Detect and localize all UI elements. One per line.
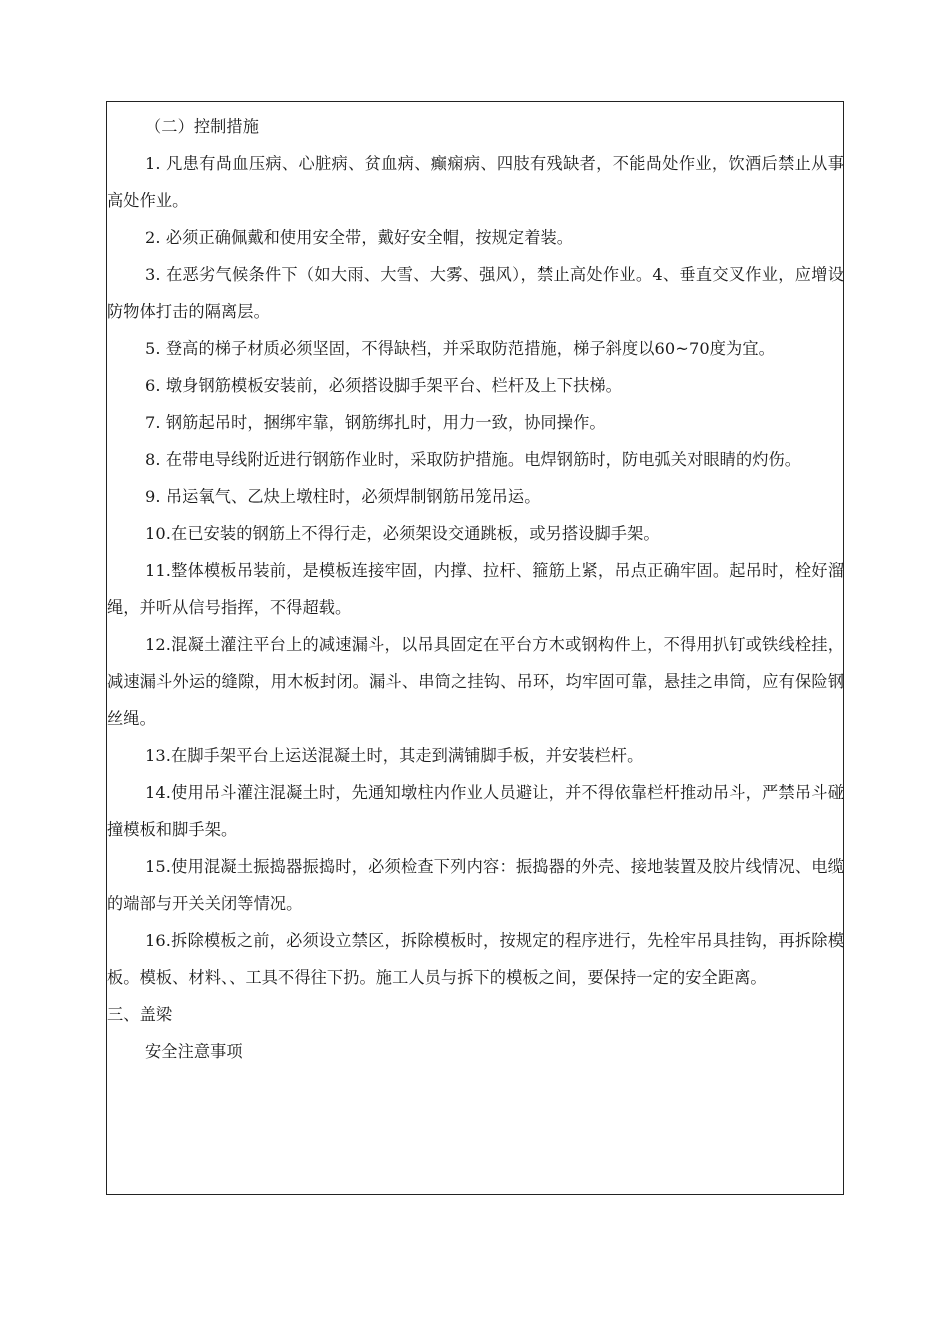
list-item: 13.在脚手架平台上运送混凝土时，其走到满铺脚手板，并安装栏杆。 (145, 746, 644, 765)
subheading: （二）控制措施 (145, 117, 260, 136)
list-item: 10.在已安装的钢筋上不得行走，必须架设交通跳板，或另搭设脚手架。 (145, 524, 660, 543)
list-item: 11.整体模板吊装前，是模板连接牢固，内撑、拉杆、箍筋上紧，吊点正确牢固。起吊时，栓好溜绳，并听从信号指挥，不得超载。 (107, 561, 844, 617)
list-item: 8. 在带电导线附近进行钢筋作业时，采取防护措施。电焊钢筋时，防电弧关对眼睛的灼伤。 (145, 450, 802, 469)
list-item: 15.使用混凝土振捣器振捣时，必须检查下列内容：振捣器的外壳、接地装置及胶片线情况、电缆的端部与开关关闭等情况。 (107, 857, 844, 913)
list-item: 5. 登高的梯子材质必须坚固，不得缺档，并采取防范措施，梯子斜度以60~70度为宜。 (145, 339, 775, 358)
list-item: 3. 在恶劣气候条件下（如大雨、大雪、大雾、强风），禁止高处作业。4、垂直交叉作业，应增设防物体打击的隔离层。 (107, 265, 844, 321)
list-item: 14.使用吊斗灌注混凝土时，先通知墩柱内作业人员避让，并不得依靠栏杆推动吊斗，严禁吊斗碰撞模板和脚手架。 (107, 783, 844, 839)
section-heading: 三、盖梁 (107, 1005, 173, 1024)
list-item: 1. 凡患有咼血压病、心脏病、贫血病、癫痫病、四肢有残缺者，不能咼处作业，饮酒后禁止从事高处作业。 (107, 154, 844, 210)
section-note: 安全注意事项 (145, 1042, 243, 1061)
list-item: 7. 钢筋起吊时，捆绑牢靠，钢筋绑扎时，用力一致，协同操作。 (145, 413, 606, 432)
document-body (107, 108, 844, 1070)
list-item: 16.拆除模板之前，必须设立禁区，拆除模板时，按规定的程序进行，先栓牢吊具挂钩，再拆除模板。模板、材料、、工具不得往下扔。施工人员与拆下的模板之间，要保持一定的安全距离。 (107, 931, 844, 987)
list-item: 2. 必须正确佩戴和使用安全带，戴好安全帽，按规定着装。 (145, 228, 574, 247)
list-item: 12.混凝土灌注平台上的减速漏斗，以吊具固定在平台方木或钢构件上，不得用扒钉或铁线栓挂，减速漏斗外运的缝隙，用木板封闭。漏斗、串筒之挂钩、吊环，均牢固可靠，悬挂之串筒，应有保险钢丝绳。 (107, 635, 844, 728)
list-item: 6. 墩身钢筋模板安装前，必须搭设脚手架平台、栏杆及上下扶梯。 (145, 376, 622, 395)
list-item: 9. 吊运氧气、乙炔上墩柱时，必须焊制钢筋吊笼吊运。 (145, 487, 541, 506)
